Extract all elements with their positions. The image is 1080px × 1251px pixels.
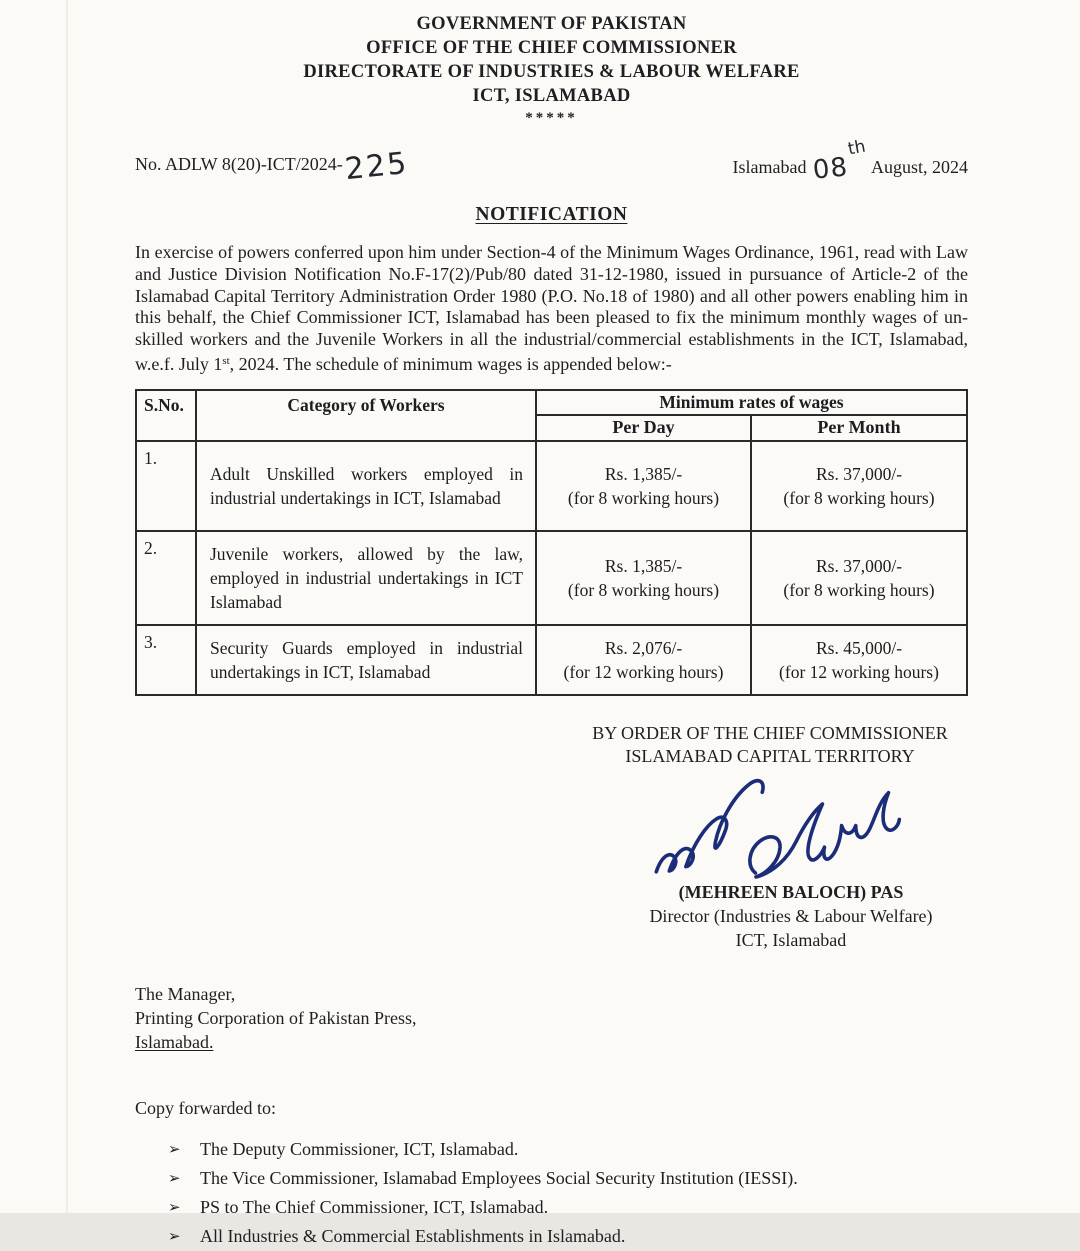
signatory — [577, 880, 1005, 952]
letterhead — [135, 12, 968, 126]
row-category: Security Guards employed in industrial undertakings in ICT, Islamabad — [196, 625, 536, 695]
date-place: Islamabad — [732, 157, 811, 177]
notification-title: NOTIFICATION — [475, 204, 628, 225]
wages-table — [135, 389, 968, 696]
row-per-day — [536, 441, 751, 531]
row-per-day — [536, 531, 751, 625]
addressee-line-3: Islamabad. — [135, 1031, 214, 1052]
per-month-note: (for 8 working hours) — [783, 579, 935, 600]
row-per-month — [751, 441, 967, 531]
signatory-org: ICT, Islamabad — [735, 929, 847, 950]
header-category: Category of Workers — [196, 390, 536, 441]
per-day-rate: Rs. 2,076/- — [604, 637, 683, 658]
per-day-rate: Rs. 1,385/- — [604, 555, 683, 576]
arrowhead-bullet-icon: ➢ — [168, 1226, 181, 1245]
per-month-rate: Rs. 37,000/- — [815, 463, 903, 484]
per-day-note: (for 12 working hours) — [563, 661, 724, 682]
date-month-year: August, 2024 — [867, 157, 968, 177]
row-category: Adult Unskilled workers employed in industrial undertakings in ICT, Islamabad — [196, 441, 536, 531]
org-line-office: OFFICE OF THE CHIEF COMMISSIONER — [366, 38, 737, 58]
list-item — [168, 1222, 968, 1251]
addressee-line-1: The Manager, — [135, 983, 236, 1004]
date-day-handwritten: 08 — [811, 152, 850, 186]
per-month-note: (for 8 working hours) — [783, 487, 935, 508]
per-month-rate: Rs. 45,000/- — [815, 637, 903, 658]
by-order-line-2: ISLAMABAD CAPITAL TERRITORY — [625, 745, 915, 766]
notification-body — [135, 242, 968, 376]
list-item — [168, 1193, 968, 1222]
header-wages-group: Minimum rates of wages — [536, 390, 967, 415]
arrowhead-bullet-icon: ➢ — [168, 1139, 181, 1158]
row-sno: 2. — [136, 531, 196, 625]
table-row — [136, 441, 967, 531]
org-line-government: GOVERNMENT OF PAKISTAN — [416, 14, 687, 34]
by-order-line-1: BY ORDER OF THE CHIEF COMMISSIONER — [592, 722, 948, 743]
per-month-note: (for 12 working hours) — [779, 661, 939, 682]
header-sno: S.No. — [136, 390, 196, 441]
stars-separator: ***** — [525, 110, 578, 126]
row-sno: 1. — [136, 441, 196, 531]
row-sno: 3. — [136, 625, 196, 695]
reference-number-label: No. ADLW 8(20)-ICT/2024- — [135, 154, 343, 174]
signatory-name: (MEHREEN BALOCH) PAS — [678, 881, 904, 902]
per-day-rate: Rs. 1,385/- — [604, 463, 683, 484]
reference-number-handwritten: 225 — [343, 145, 410, 188]
copy-item-text: All Industries & Commercial Establishments in Islamabad. — [200, 1225, 626, 1246]
copy-forwarded-list — [168, 1135, 968, 1251]
org-line-directorate: DIRECTORATE OF INDUSTRIES & LABOUR WELFARE — [303, 62, 800, 82]
arrowhead-bullet-icon: ➢ — [168, 1168, 181, 1187]
list-item — [168, 1135, 968, 1164]
row-per-month — [751, 531, 967, 625]
row-per-day — [536, 625, 751, 695]
header-per-month: Per Month — [751, 415, 967, 441]
table-row — [136, 531, 967, 625]
signatory-title: Director (Industries & Labour Welfare) — [649, 905, 933, 926]
row-category: Juvenile workers, allowed by the law, employed in industrial undertakings in ICT Islamabad — [196, 531, 536, 625]
addressee-block — [135, 982, 968, 1054]
copy-item-text: PS to The Chief Commissioner, ICT, Islamabad. — [200, 1196, 549, 1217]
copy-forwarded-label: Copy forwarded to: — [135, 1097, 276, 1118]
body-text-part1: In exercise of powers conferred upon him under Section-4 of the Minimum Wages Ordinance, 1961, read with Law and Justice Division Notification No.F-17(2)/Pub/80 dated 31-12-1980, issued in pursuance of Article-2 of the Islamabad Capital Territory Administration Order 1980 (P.O. No.18 of 1980) and all other powers enabling him in this behalf, the Chief Commissioner ICT, Islamabad has been pleased to fix the minimum monthly wages of un-skilled workers and the Juvenile Workers in all the industrial/commercial establishments in the ICT, Islamabad, w.e.f. July 1 — [135, 242, 968, 374]
table-row — [136, 625, 967, 695]
per-day-note: (for 8 working hours) — [567, 579, 720, 600]
header-per-day: Per Day — [536, 415, 751, 441]
arrowhead-bullet-icon: ➢ — [168, 1197, 181, 1216]
date-line — [732, 136, 968, 186]
list-item — [168, 1164, 968, 1193]
signature-block — [535, 722, 1005, 952]
copy-item-text: The Deputy Commissioner, ICT, Islamabad. — [200, 1138, 519, 1159]
copy-item-text: The Vice Commissioner, Islamabad Employees Social Security Institution (IESSI). — [200, 1167, 798, 1188]
reference-number — [135, 145, 410, 188]
body-ordinal-suffix: st — [222, 354, 230, 367]
org-line-ict: ICT, ISLAMABAD — [472, 86, 631, 106]
reference-row — [135, 136, 968, 188]
wages-table-header — [136, 390, 967, 441]
row-per-month — [751, 625, 967, 695]
per-day-note: (for 8 working hours) — [567, 487, 720, 508]
addressee-line-2: Printing Corporation of Pakistan Press, — [135, 1007, 417, 1028]
body-text-part2: , 2024. The schedule of minimum wages is appended below:- — [229, 353, 672, 374]
per-month-rate: Rs. 37,000/- — [815, 555, 903, 576]
date-day-suffix-handwritten: th — [846, 136, 868, 160]
